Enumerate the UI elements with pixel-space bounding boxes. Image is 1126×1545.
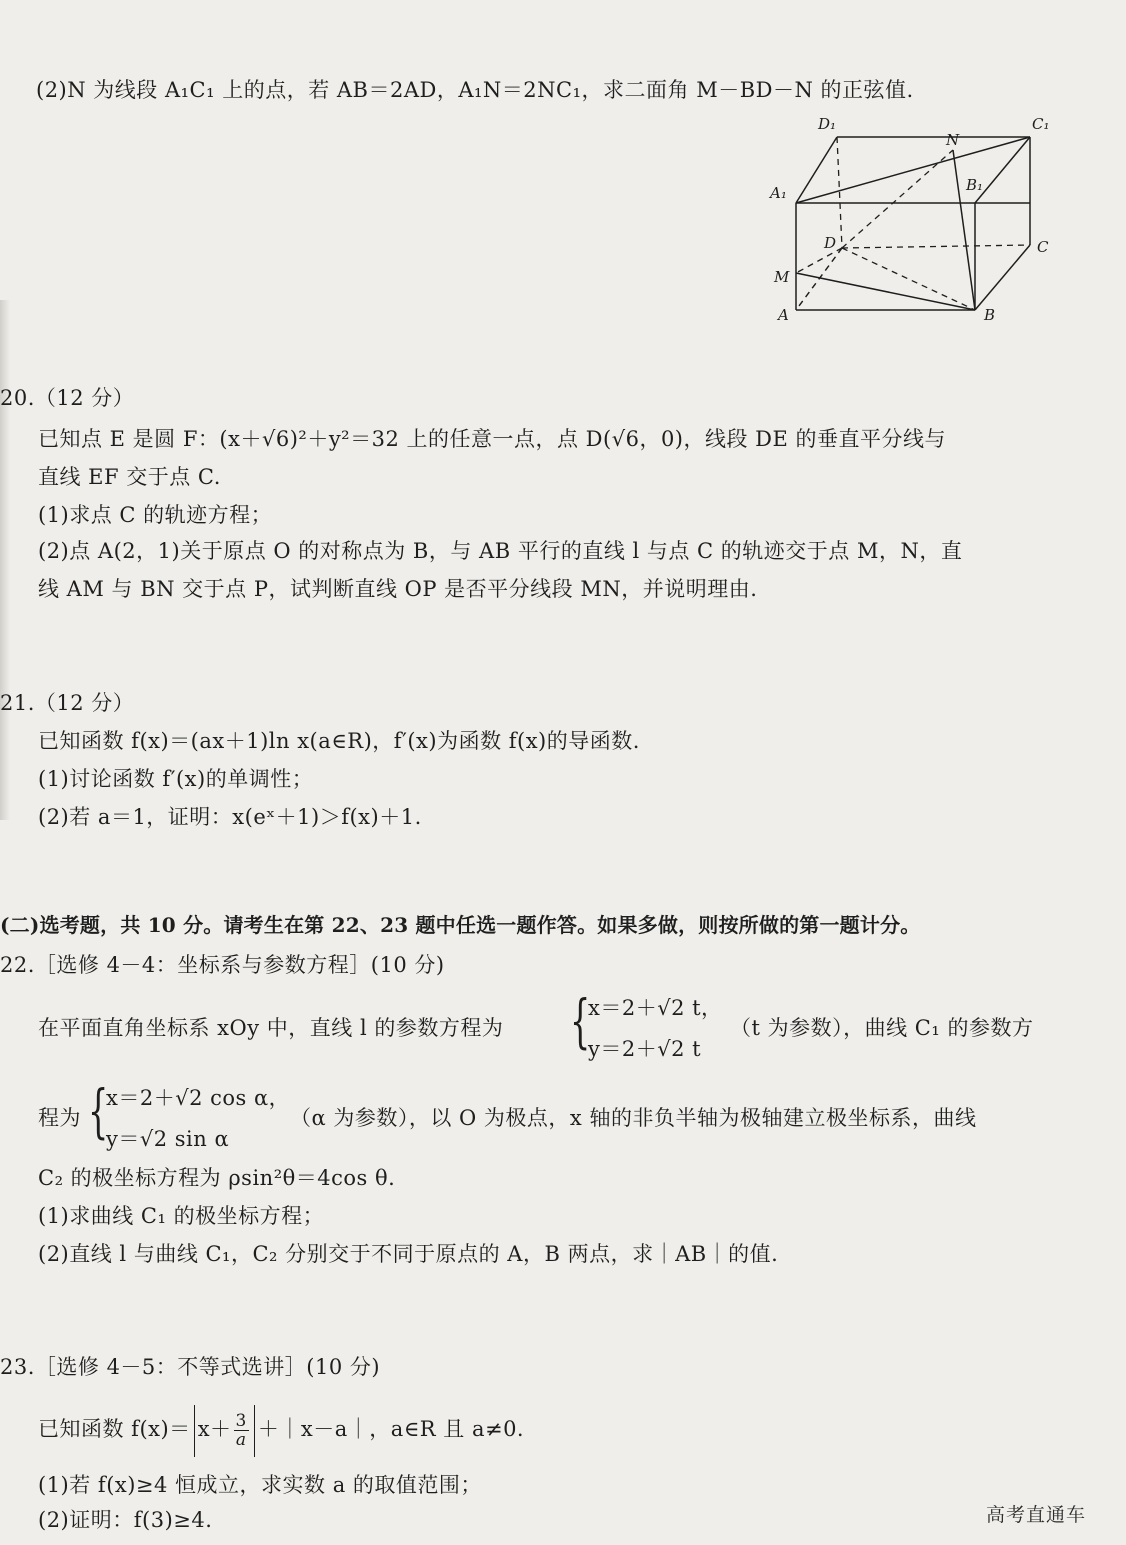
q20-line2: 直线 EF 交于点 C. bbox=[38, 465, 221, 489]
q23-abs-x: x＋ bbox=[197, 1417, 232, 1441]
segment-nb bbox=[953, 150, 975, 310]
q21-part2: (2)若 a＝1，证明：x(eˣ＋1)＞f(x)＋1. bbox=[38, 805, 422, 829]
q23-header: 23.［选修 4－5：不等式选讲］(10 分) bbox=[0, 1355, 381, 1379]
q23-part1: (1)若 f(x)≥4 恒成立，求实数 a 的取值范围； bbox=[38, 1473, 482, 1497]
fraction-numerator: 3 bbox=[235, 1411, 247, 1431]
label-m: M bbox=[774, 268, 790, 286]
q22-prefix2: 程为 bbox=[38, 1106, 81, 1130]
scan-shadow bbox=[0, 300, 10, 820]
abs-bar-left bbox=[194, 1405, 195, 1457]
q22-after1: （t 为参数），曲线 C₁ 的参数方 bbox=[730, 1016, 1034, 1040]
q21-line1: 已知函数 f(x)＝(ax＋1)ln x(a∈R)，f′(x)为函数 f(x)的导函数. bbox=[38, 729, 640, 753]
edge-cb bbox=[975, 245, 1030, 310]
q19-part2: (2)N 为线段 A₁C₁ 上的点，若 AB＝2AD，A₁N＝2NC₁，求二面角 M－BD－N 的正弦值. bbox=[36, 78, 914, 102]
watermark-text: 高考直通车 bbox=[986, 1504, 1087, 1526]
label-b: B bbox=[984, 306, 996, 324]
label-c1: C₁ bbox=[1032, 115, 1050, 133]
segment-db bbox=[842, 248, 975, 310]
edge-d1d bbox=[837, 137, 842, 248]
q23-part2: (2)证明：f(3)≥4. bbox=[38, 1508, 213, 1532]
q22-header: 22.［选修 4－4：坐标系与参数方程］(10 分) bbox=[0, 953, 445, 977]
label-b1: B₁ bbox=[966, 176, 984, 194]
section-two-heading: (二)选考题，共 10 分。请考生在第 22、23 题中任选一题作答。如果多做，则按所做的第一题计分。 bbox=[0, 913, 921, 937]
brace-system1: { bbox=[570, 987, 591, 1055]
q23-line1 bbox=[38, 1403, 524, 1457]
segment-mb bbox=[796, 273, 975, 310]
fraction-denominator: a bbox=[235, 1430, 247, 1450]
label-d1: D₁ bbox=[818, 115, 837, 133]
label-d: D bbox=[824, 234, 837, 252]
q22-intro: 在平面直角坐标系 xOy 中，直线 l 的参数方程为 bbox=[38, 1016, 504, 1040]
brace-system2: { bbox=[88, 1077, 109, 1145]
abs-bar-right bbox=[254, 1405, 255, 1457]
label-a: A bbox=[778, 306, 789, 324]
q20-part1: (1)求点 C 的轨迹方程； bbox=[38, 503, 273, 527]
q23-intro: 已知函数 f(x)＝ bbox=[38, 1417, 191, 1441]
q22-sys2-a: x＝2＋√2 cos α， bbox=[106, 1086, 291, 1110]
q20-line1: 已知点 E 是圆 F：(x＋√6)²＋y²＝32 上的任意一点，点 D(√6，0)，线段 DE 的垂直平分线与 bbox=[38, 427, 947, 451]
edge-dc bbox=[842, 245, 1030, 248]
q20-part2b: 线 AM 与 BN 交于点 P，试判断直线 OP 是否平分线段 MN，并说明理由. bbox=[38, 577, 758, 601]
cuboid-figure bbox=[760, 110, 1070, 330]
fraction-3-over-a bbox=[234, 1412, 249, 1449]
edge-c1b1 bbox=[975, 137, 1030, 203]
q20-part2a: (2)点 A(2，1)关于原点 O 的对称点为 B，与 AB 平行的直线 l 与点 C 的轨迹交于点 M，N，直 bbox=[38, 539, 963, 563]
q22-sys1-b: y＝2＋√2 t bbox=[588, 1037, 702, 1061]
q22-part1: (1)求曲线 C₁ 的极坐标方程； bbox=[38, 1204, 325, 1228]
label-n: N bbox=[946, 131, 960, 149]
segment-da2 bbox=[796, 248, 842, 310]
label-a1: A₁ bbox=[770, 184, 787, 202]
q20-header: 20.（12 分） bbox=[0, 386, 135, 410]
q22-sys2-b: y＝√2 sin α bbox=[106, 1127, 230, 1151]
q22-line3: C₂ 的极坐标方程为 ρsin²θ＝4cos θ. bbox=[38, 1166, 396, 1190]
q21-part1: (1)讨论函数 f′(x)的单调性； bbox=[38, 767, 314, 791]
segment-dn bbox=[842, 150, 953, 248]
q22-part2: (2)直线 l 与曲线 C₁，C₂ 分别交于不同于原点的 A，B 两点，求｜AB｜的值. bbox=[38, 1242, 779, 1266]
label-c: C bbox=[1037, 238, 1049, 256]
q21-header: 21.（12 分） bbox=[0, 691, 135, 715]
q22-after2: （α 为参数），以 O 为极点，x 轴的非负半轴为极轴建立极坐标系，曲线 bbox=[290, 1106, 977, 1130]
q23-tail: ＋｜x－a｜，a∈R 且 a≠0. bbox=[257, 1417, 525, 1441]
q22-sys1-a: x＝2＋√2 t， bbox=[588, 996, 723, 1020]
